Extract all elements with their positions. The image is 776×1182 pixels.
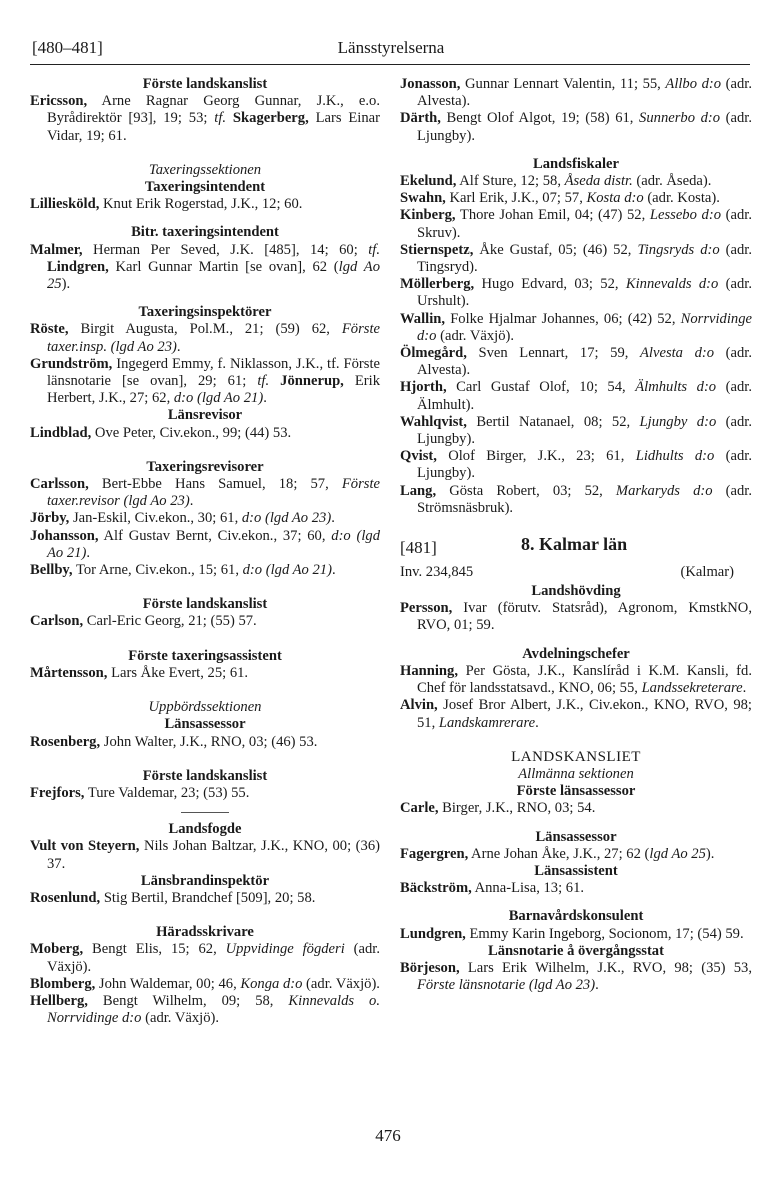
- person-entry: [400, 448, 752, 482]
- person-name: Bäckström,: [400, 880, 472, 897]
- person-name: Bellby,: [30, 562, 73, 579]
- county-title: 8. Kalmar län: [521, 534, 628, 555]
- entry-text: .: [595, 977, 599, 994]
- entry-italic: tf.: [214, 110, 227, 127]
- entry-text: (adr. Alvesta).: [417, 76, 752, 110]
- entry-text: Gösta Robert, 03; 52,: [436, 482, 616, 499]
- spacer: [400, 897, 752, 908]
- entry-text: Folke Hjalmar Johannes, 06; (42) 52,: [445, 310, 681, 327]
- person-name: Malmer,: [30, 241, 83, 258]
- person-entry: [30, 993, 380, 1027]
- person-name: Hanning,: [400, 662, 458, 679]
- entry-text: Carl-Eric Georg, 21; (55) 57.: [83, 613, 257, 630]
- spacer: [400, 818, 752, 829]
- entry-text: Arne Ragnar Georg Gunnar, J.K., e.o. Byrådirektör [93], 19; 53;: [47, 93, 380, 127]
- entry-text: (adr. Växjö).: [47, 941, 380, 975]
- person-name: Wallin,: [400, 310, 446, 327]
- entry-text: Karl Erik, J.K., 07; 57,: [445, 190, 587, 207]
- person-entry: [30, 785, 380, 802]
- entry-italic: tf.: [368, 241, 380, 258]
- entry-italic: tf.: [257, 373, 270, 390]
- person-entry: [400, 76, 752, 110]
- entry-italic: Tingsryds d:o: [637, 241, 720, 258]
- entry-text: Alf Sture, 12; 58,: [456, 173, 565, 190]
- person-name: Vult von Steyern,: [30, 838, 140, 855]
- section-heading: Förste landskanslist: [142, 596, 268, 613]
- person-entry: [30, 890, 380, 907]
- subsection-heading: Uppbördssektionen: [148, 699, 262, 716]
- spacer: [30, 293, 380, 304]
- spacer: [30, 442, 380, 459]
- entry-text: .: [535, 714, 539, 731]
- department-heading: LANDSKANSLIET: [511, 748, 641, 765]
- page-number: 476: [375, 1126, 401, 1145]
- spacer: [400, 732, 752, 749]
- entry-italic: Åseda distr.: [564, 173, 633, 190]
- person-entry: [30, 356, 380, 408]
- entry-text: Ivar (förutv. Statsråd), Agronom, KmstkNO, RVO, 01; 59.: [417, 600, 752, 634]
- person-entry: [400, 846, 752, 863]
- person-entry: [400, 960, 752, 994]
- entry-text: Tor Arne, Civ.ekon., 15; 61,: [72, 562, 243, 579]
- entry-text: (adr. Växjö).: [436, 327, 515, 344]
- subsection-heading: Allmänna sektionen: [518, 765, 634, 782]
- entry-text: Thore Johan Emil, 04; (47) 52,: [455, 207, 650, 224]
- person-name: Jonasson,: [400, 76, 461, 92]
- entry-text: Bengt Wilhelm, 09; 58,: [87, 992, 289, 1009]
- section-heading: Taxeringsinspektörer: [138, 304, 272, 321]
- person-entry: [30, 242, 380, 294]
- person-entry: [400, 663, 752, 697]
- entry-text: Lars Åke Evert, 25; 61.: [107, 664, 249, 681]
- spacer: [30, 682, 380, 699]
- person-name: Mårtensson,: [30, 664, 108, 681]
- entry-text: (adr. Skruv).: [417, 207, 752, 241]
- entry-italic: Allbo d:o: [665, 76, 722, 92]
- person-entry: [30, 562, 380, 579]
- section-heading: Avdelningschefer: [522, 645, 630, 662]
- entry-italic: Förste taxer.insp. (lgd Ao 23): [47, 321, 380, 355]
- left-column: [30, 76, 380, 1027]
- entry-text: John Waldemar, 00; 46,: [95, 975, 241, 992]
- entry-text: Emmy Karin Ingeborg, Socionom, 17; (54) 59.: [465, 925, 744, 942]
- section-heading: Bitr. taxeringsintendent: [131, 224, 279, 241]
- person-entry: [30, 510, 380, 527]
- spacer: [30, 213, 380, 224]
- section-heading: Förste landskanslist: [142, 76, 268, 92]
- person-entry: [30, 613, 380, 630]
- section-heading: Barnavårdskonsulent: [508, 908, 644, 925]
- person-name: Johansson,: [30, 527, 99, 544]
- entry-text: Stig Bertil, Brandchef [509], 20; 58.: [100, 889, 316, 906]
- person-entry: [30, 528, 380, 562]
- section-heading: Länsassistent: [534, 862, 618, 879]
- entry-text: (adr. Strömsnäsbruk).: [417, 482, 752, 516]
- entry-text: .: [331, 562, 336, 579]
- spacer: [400, 145, 752, 156]
- entry-text: Jan-Eskil, Civ.ekon., 30; 61,: [69, 510, 242, 527]
- person-entry: [30, 425, 380, 442]
- entry-italic: Förste länsnotarie (lgd Ao 23): [417, 977, 596, 994]
- person-name: Persson,: [400, 600, 453, 617]
- entry-text: .: [176, 338, 181, 355]
- spacer: [30, 751, 380, 768]
- person-name: Ölmegård,: [400, 345, 467, 362]
- person-name: Rosenberg,: [30, 733, 101, 750]
- person-entry: [400, 600, 752, 634]
- entry-text: (adr. Åseda).: [632, 173, 712, 190]
- entry-text: (adr. Urshult).: [417, 276, 752, 310]
- entry-text: Birgit Augusta, Pol.M., 21; (59) 62,: [68, 321, 342, 338]
- entry-italic: Markaryds d:o: [615, 482, 713, 499]
- person-name: Ekelund,: [400, 173, 457, 190]
- person-name: Lindblad,: [30, 424, 92, 441]
- person-name: Hjorth,: [400, 379, 447, 396]
- person-entry: [30, 321, 380, 355]
- person-name: Jönnerup,: [269, 373, 344, 390]
- running-header: [32, 38, 750, 62]
- entry-text: Knut Erik Rogerstad, J.K., 12; 60.: [99, 196, 303, 213]
- person-name: Frejfors,: [30, 784, 85, 801]
- entry-italic: Lessebo d:o: [649, 207, 721, 224]
- entry-text: Sven Lennart, 17; 59,: [466, 345, 641, 362]
- spacer: [400, 635, 752, 646]
- spacer: [30, 579, 380, 596]
- person-entry: [400, 311, 752, 345]
- section-heading: Taxeringsintendent: [144, 179, 266, 196]
- person-name: Alvin,: [400, 697, 438, 714]
- person-name: Möllerberg,: [400, 276, 475, 293]
- section-heading: Landshövding: [531, 583, 621, 600]
- entry-italic: Älmhults d:o: [635, 379, 717, 396]
- entry-italic: d:o (lgd Ao 21): [47, 527, 380, 561]
- person-entry: [400, 110, 752, 144]
- entry-italic: d:o (lgd Ao 21): [173, 390, 264, 407]
- entry-text: (adr. Växjö).: [141, 1010, 219, 1027]
- entry-text: Carl Gustaf Olof, 10; 54,: [446, 379, 636, 396]
- spacer: [30, 907, 380, 924]
- spacer: [30, 631, 380, 648]
- entry-italic: Kinnevalds d:o: [625, 276, 719, 293]
- entry-text: .: [86, 544, 90, 561]
- population-line: [400, 564, 752, 583]
- entry-text: ).: [61, 276, 71, 293]
- entry-text: Herman Per Seved, J.K. [485], 14; 60;: [82, 241, 369, 258]
- person-entry: [400, 379, 752, 413]
- person-entry: [400, 880, 752, 897]
- person-name: Grundström,: [30, 355, 113, 372]
- person-name: Ericsson,: [30, 93, 88, 110]
- entry-text: (adr. Kosta).: [643, 190, 720, 207]
- person-name: Wahlqvist,: [400, 413, 467, 430]
- entry-italic: lgd Ao 25: [47, 258, 380, 293]
- entry-text: (adr. Ljungby).: [417, 110, 752, 144]
- person-entry: [400, 190, 752, 207]
- entry-text: Hugo Edvard, 03; 52,: [474, 276, 626, 293]
- entry-text: Josef Bror Albert, J.K., Civ.ekon., KNO, RVO, 98; 51,: [417, 697, 752, 731]
- person-name: Lang,: [400, 482, 437, 499]
- person-entry: [400, 414, 752, 448]
- person-name: Lundgren,: [400, 925, 466, 942]
- person-name: Rosenlund,: [30, 889, 101, 906]
- person-entry: [400, 926, 752, 943]
- person-entry: [400, 483, 752, 517]
- population-count: Inv. 234,845: [400, 564, 474, 581]
- entry-text: (adr. Ljungby).: [417, 448, 752, 482]
- entry-text: (adr. Växjö).: [302, 975, 380, 992]
- entry-text: Per Gösta, J.K., Kanslíråd i K.M. Kansli, fd. Chef för landsstatsavd., KNO, 06; 55,: [417, 662, 752, 697]
- person-entry: [400, 345, 752, 379]
- entry-text: Ove Peter, Civ.ekon., 99; (44) 53.: [91, 424, 292, 441]
- person-name: Lindgren,: [47, 258, 109, 275]
- running-title: Länsstyrelserna: [337, 38, 445, 57]
- county-heading: [400, 536, 752, 562]
- person-name: Qvist,: [400, 448, 437, 465]
- entry-text: Anna-Lisa, 13; 61.: [471, 880, 585, 897]
- person-name: Lilliesköld,: [30, 196, 100, 213]
- entry-italic: Norrvidinge d:o: [417, 310, 752, 344]
- section-heading: Taxeringsrevisorer: [146, 458, 264, 475]
- entry-text: Nils Johan Baltzar, J.K., KNO, 00; (36) 37.: [47, 838, 380, 872]
- section-heading: Länsnotarie å övergångsstat: [488, 942, 664, 959]
- entry-text: Bengt Olof Algot, 19; (58) 61,: [440, 110, 640, 127]
- person-entry: [30, 941, 380, 975]
- person-name: Carlson,: [30, 613, 84, 630]
- spacer: [30, 145, 380, 162]
- entry-text: (adr. Alvesta).: [417, 345, 752, 379]
- person-name: Carle,: [400, 800, 439, 817]
- entry-text: (adr. Älmhult).: [417, 379, 752, 413]
- entry-text: ).: [705, 845, 715, 862]
- entry-italic: d:o (lgd Ao 21): [242, 562, 332, 579]
- entry-text: Bertil Natanael, 08; 52,: [466, 413, 640, 430]
- person-entry: [400, 207, 752, 241]
- entry-text: Bert-Ebbe Hans Samuel, 18; 57,: [88, 476, 342, 493]
- entry-text: .: [263, 390, 267, 407]
- entry-italic: Ljungby d:o: [639, 413, 717, 430]
- entry-text: .: [742, 680, 747, 697]
- person-name: Börjeson,: [400, 959, 460, 976]
- entry-text: .: [331, 510, 335, 527]
- person-entry: [400, 242, 752, 276]
- entry-text: Birger, J.K., RNO, 03; 54.: [438, 800, 596, 817]
- section-heading: Landsfogde: [168, 821, 242, 838]
- section-heading: Länsassessor: [164, 716, 246, 733]
- section-heading: Länsbrandinspektör: [140, 872, 270, 889]
- page-range: [480–481]: [32, 38, 103, 57]
- entry-text: Lars Einar Vidar, 19; 61.: [47, 110, 380, 144]
- header-rule: [30, 64, 750, 65]
- person-name: Kinberg,: [400, 207, 456, 224]
- person-entry: [30, 196, 380, 213]
- person-entry: [30, 976, 380, 993]
- person-entry: [30, 734, 380, 751]
- person-name: Skagerberg,: [226, 110, 309, 127]
- entry-text: Olof Birger, J.K., 23; 61,: [436, 448, 636, 465]
- person-name: Carlsson,: [30, 476, 89, 493]
- entry-italic: Kinnevalds o. Norrvidinge d:o: [47, 992, 380, 1027]
- person-name: Röste,: [30, 321, 69, 338]
- subsection-heading: Taxeringssektionen: [148, 161, 262, 178]
- person-name: Moberg,: [30, 941, 84, 958]
- person-entry: [30, 665, 380, 682]
- entry-text: Åke Gustaf, 05; (46) 52,: [473, 241, 638, 258]
- person-name: Blomberg,: [30, 975, 96, 992]
- person-name: Swahn,: [400, 190, 446, 207]
- right-column: [400, 76, 752, 994]
- entry-text: Ture Valdemar, 23; (53) 55.: [84, 784, 250, 801]
- entry-italic: Landssekreterare: [641, 680, 743, 697]
- section-heading: Förste taxeringsassistent: [128, 647, 282, 664]
- person-name: Hellberg,: [30, 992, 88, 1009]
- divider-rule: [181, 812, 229, 813]
- section-heading: Förste landskanslist: [142, 767, 268, 784]
- entry-text: (adr. Tingsryd).: [417, 241, 753, 276]
- entry-text: John Walter, J.K., RNO, 03; (46) 53.: [100, 733, 318, 750]
- person-entry: [400, 800, 752, 817]
- entry-italic: Lidhults d:o: [635, 448, 715, 465]
- person-entry: [30, 93, 380, 145]
- section-heading: Häradsskrivare: [156, 924, 254, 941]
- entry-text: Erik Herbert, J.K., 27; 62,: [47, 373, 380, 407]
- entry-italic: Konga d:o: [240, 975, 303, 992]
- entry-italic: d:o (lgd Ao 23): [241, 510, 332, 527]
- entry-text: (adr. Ljungby).: [417, 413, 752, 448]
- section-heading: Förste länsassessor: [516, 783, 636, 800]
- person-entry: [400, 276, 752, 310]
- entry-italic: Landskamrerare: [438, 714, 536, 731]
- person-entry: [30, 838, 380, 872]
- spacer: [400, 517, 752, 534]
- entry-text: .: [189, 493, 194, 510]
- entry-text: Karl Gunnar Martin [se ovan], 62 (: [108, 258, 339, 275]
- person-name: Stiernspetz,: [400, 241, 474, 258]
- entry-italic: Kosta d:o: [586, 190, 644, 207]
- person-entry: [400, 697, 752, 731]
- person-entry: [30, 476, 380, 510]
- entry-text: Alf Gustav Bernt, Civ.ekon., 37; 60,: [98, 527, 332, 544]
- entry-text: Bengt Elis, 15; 62,: [83, 941, 226, 958]
- person-name: Därth,: [400, 110, 441, 127]
- county-page-ref: [481]: [400, 538, 437, 558]
- section-heading: Länsassessor: [535, 828, 617, 845]
- section-heading: Landsfiskaler: [533, 155, 619, 172]
- entry-italic: Sunnerbo d:o: [639, 110, 721, 127]
- entry-italic: Förste taxer.revisor (lgd Ao 23): [47, 476, 380, 510]
- entry-text: Lars Erik Wilhelm, J.K., RVO, 98; (35) 53,: [459, 959, 752, 976]
- section-heading: Länsrevisor: [167, 407, 243, 424]
- person-entry: [400, 173, 752, 190]
- entry-italic: lgd Ao 25: [649, 845, 706, 862]
- entry-italic: Alvesta d:o: [640, 345, 715, 362]
- entry-text: Ingegerd Emmy, f. Niklasson, J.K., tf. Förste länsnotarie [se ovan], 29; 61;: [47, 355, 380, 390]
- entry-text: Arne Johan Åke, J.K., 27; 62 (: [468, 845, 650, 862]
- entry-italic: Uppvidinge fögderi: [225, 941, 345, 958]
- county-seat: (Kalmar): [680, 564, 734, 581]
- person-name: Jörby,: [30, 510, 70, 527]
- person-name: Fagergren,: [400, 845, 469, 862]
- entry-text: Gunnar Lennart Valentin, 11; 55,: [460, 76, 666, 92]
